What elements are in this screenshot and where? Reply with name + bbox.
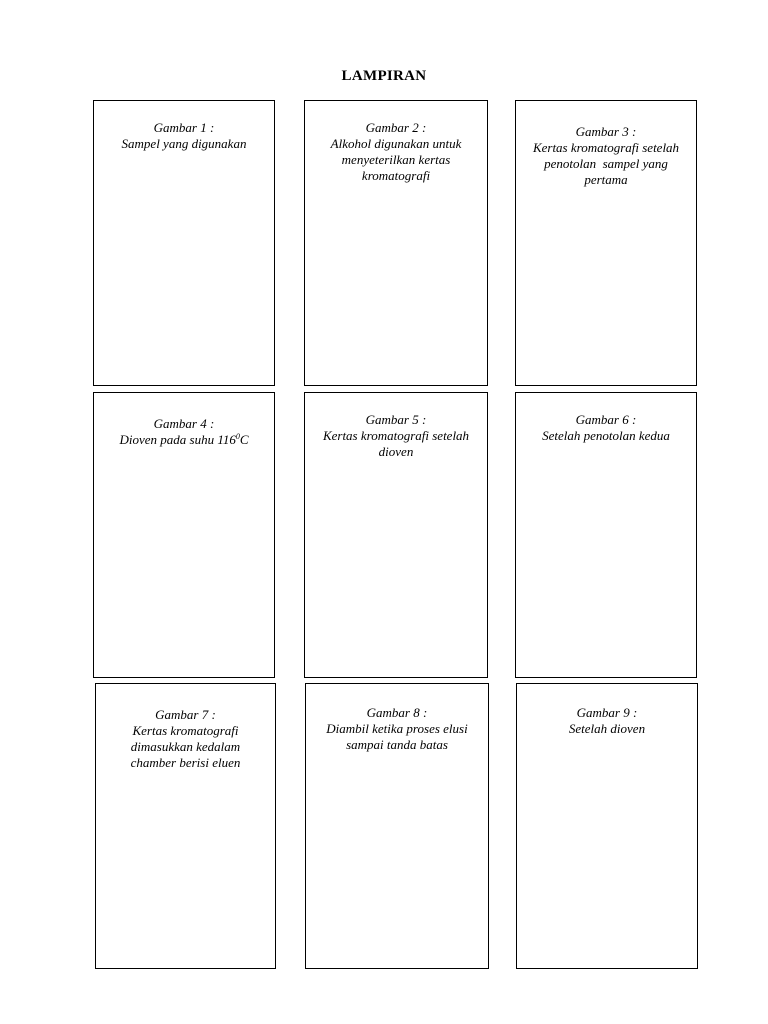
- figure-box-4: [93, 392, 275, 678]
- figure-description-line: dimasukkan kedalam: [130, 739, 241, 754]
- figure-box-3: [515, 100, 697, 386]
- figure-caption-3: [524, 124, 688, 188]
- figure-description-line: [102, 432, 266, 448]
- figure-box-8: [305, 683, 489, 969]
- figure-description-line: Alkohol digunakan untuk: [330, 136, 462, 151]
- figure-heading: Gambar 6 :: [575, 412, 637, 427]
- figure-caption-2: [313, 120, 479, 184]
- figure-description-line: sampai tanda batas: [346, 737, 448, 752]
- figure-description-line: Setelah dioven: [568, 721, 646, 736]
- temperature-superscript: 0: [235, 432, 240, 441]
- figure-description-line: Diambil ketika proses elusi: [326, 721, 468, 736]
- figure-box-6: [515, 392, 697, 678]
- figure-box-9: [516, 683, 698, 969]
- figure-box-5: [304, 392, 488, 678]
- figure-heading: Gambar 3 :: [575, 124, 637, 139]
- figure-description-line: penotolan sampel yang: [544, 156, 668, 171]
- figure-caption-5: [313, 412, 479, 460]
- figure-box-1: [93, 100, 275, 386]
- figure-description-line: Sampel yang digunakan: [121, 136, 247, 151]
- figure-heading: Gambar 5 :: [365, 412, 427, 427]
- figure-heading: Gambar 1 :: [153, 120, 215, 135]
- figure-caption-9: [525, 705, 689, 737]
- figure-caption-7: [104, 707, 267, 771]
- figure-heading: Gambar 7 :: [155, 707, 216, 722]
- figure-description-line: Kertas kromatografi setelah: [532, 140, 680, 155]
- figure-heading: Gambar 2 :: [365, 120, 427, 135]
- temperature-unit: C: [239, 432, 249, 447]
- figure-caption-6: [524, 412, 688, 444]
- figure-description-line: Kertas kromatografi: [132, 723, 239, 738]
- figure-heading: Gambar 9 :: [576, 705, 638, 720]
- figure-caption-4: [102, 416, 266, 448]
- figure-description-line: chamber berisi eluen: [130, 755, 241, 770]
- figure-description-line: Setelah penotolan kedua: [542, 428, 670, 443]
- figure-box-7: [95, 683, 276, 969]
- figure-description-line: dioven: [378, 444, 414, 459]
- figure-caption-1: [102, 120, 266, 152]
- figure-description-line: kromatografi: [361, 168, 431, 183]
- figure-heading: Gambar 8 :: [366, 705, 428, 720]
- figure-box-2: [304, 100, 488, 386]
- figure-caption-8: [314, 705, 480, 753]
- temperature-text: Dioven pada suhu 116: [119, 432, 236, 447]
- page-title: LAMPIRAN: [341, 68, 427, 84]
- figure-heading: Gambar 4 :: [153, 416, 215, 431]
- figure-description-line: pertama: [584, 172, 628, 187]
- figure-description-line: Kertas kromatografi setelah: [322, 428, 470, 443]
- figure-description-line: menyeterilkan kertas: [341, 152, 451, 167]
